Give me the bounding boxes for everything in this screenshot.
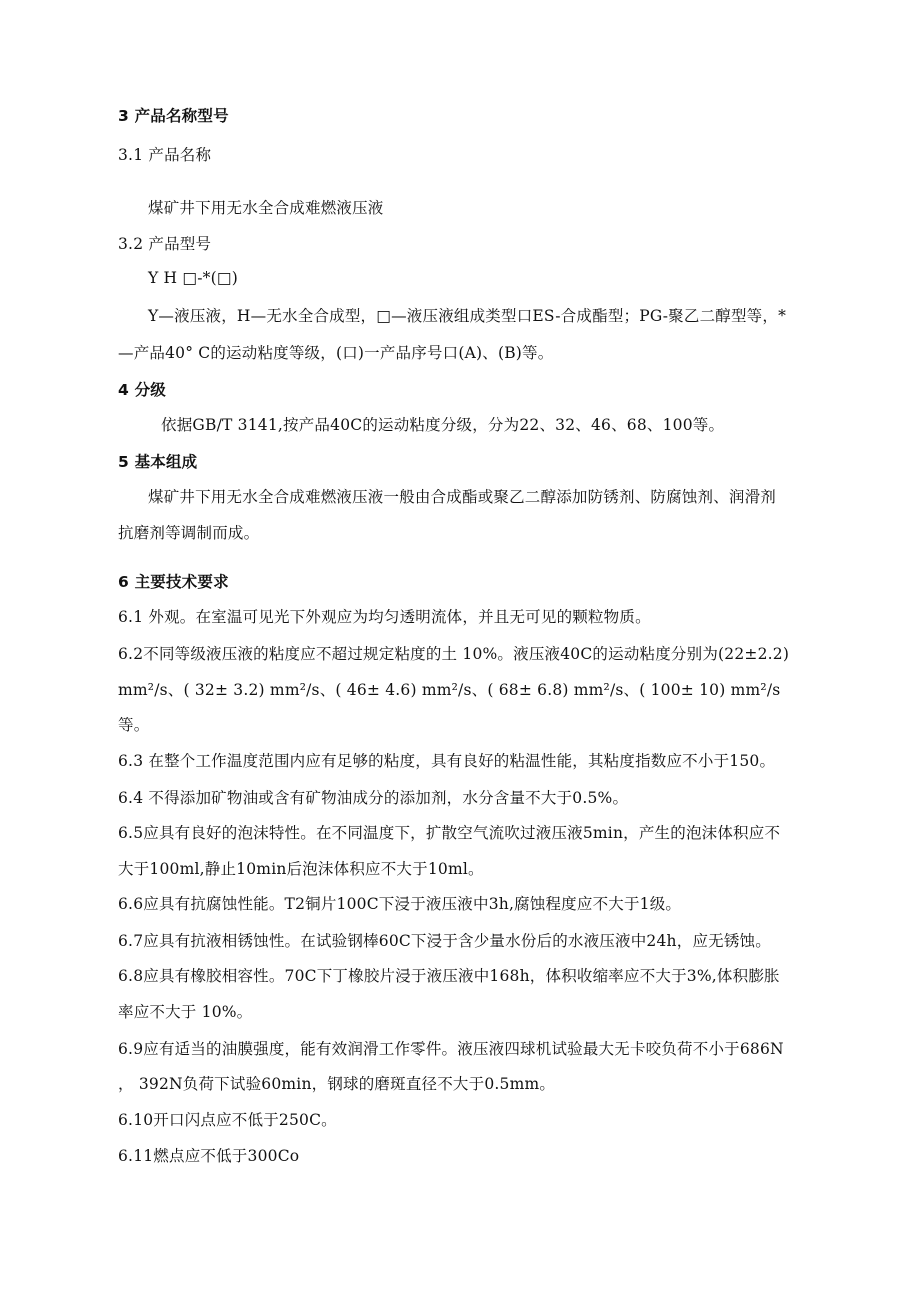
requirement-6-9-line-2: ， 392N负荷下试验60min，钢球的磨斑直径不大于0.5mm。 <box>118 1075 556 1093</box>
requirement-6-2-line-2: mm²/s、( 32± 3.2) mm²/s、( 46± 4.6) mm²/s、( 68± 6.8) mm²/s、( 100± 10) mm²/s <box>118 681 781 699</box>
requirement-6-5-line-2: 大于100ml,静止10min后泡沫体积应不大于10ml。 <box>118 860 484 878</box>
requirement-6-8-line-2: 率应不大于 10%。 <box>118 1003 253 1021</box>
requirement-6-3: 6.3 在整个工作温度范围内应有足够的粘度，具有良好的粘温性能，其粘度指数应不小于150。 <box>118 752 776 770</box>
section-3-heading: 3 产品名称型号 <box>118 107 229 125</box>
model-description-line-1: Y—液压液，H—无水全合成型，□—液压液组成类型口ES-合成酯型；PG-聚乙二醇型等，* <box>148 307 787 325</box>
model-code-text: Y H □-*(□) <box>148 269 238 287</box>
section-3-1-heading: 3.1 产品名称 <box>118 146 212 164</box>
requirement-6-10: 6.10开口闪点应不低于250C。 <box>118 1111 337 1129</box>
model-description-line-2: —产品40° C的运动粘度等级，(口)一产品序号口(A)、(B)等。 <box>118 344 554 362</box>
section-4-text: 依据GB/T 3141,按产品40C的运动粘度分级，分为22、32、46、68、100等。 <box>161 416 725 434</box>
requirement-6-2-line-1: 6.2不同等级液压液的粘度应不超过规定粘度的土 10%。液压液40C的运动粘度分别为(22±2.2) <box>118 645 790 663</box>
requirement-6-9-line-1: 6.9应有适当的油膜强度，能有效润滑工作零件。液压液四球机试验最大无卡咬负荷不小于686N <box>118 1040 784 1058</box>
requirement-6-11: 6.11燃点应不低于300Co <box>118 1147 300 1165</box>
requirement-6-1: 6.1 外观。在室温可见光下外观应为均匀透明流体，并且无可见的颗粒物质。 <box>118 608 651 626</box>
section-6-heading: 6 主要技术要求 <box>118 573 229 591</box>
requirement-6-8-line-1: 6.8应具有橡胶相容性。70C下丁橡胶片浸于液压液中168h，体积收缩率应不大于3%,体积膨胀 <box>118 967 780 985</box>
section-5-text-line-1: 煤矿井下用无水全合成难燃液压液一般由合成酯或聚乙二醇添加防锈剂、防腐蚀剂、润滑剂 <box>148 488 777 506</box>
section-4-heading: 4 分级 <box>118 381 166 399</box>
product-name-text: 煤矿井下用无水全合成难燃液压液 <box>148 199 384 217</box>
requirement-6-2-line-3: 等。 <box>118 716 150 734</box>
section-5-heading: 5 基本组成 <box>118 453 198 471</box>
section-5-text-line-2: 抗磨剂等调制而成。 <box>118 524 260 542</box>
requirement-6-7: 6.7应具有抗液相锈蚀性。在试验钢棒60C下浸于含少量水份后的水液压液中24h，应无锈蚀。 <box>118 932 771 950</box>
requirement-6-6: 6.6应具有抗腐蚀性能。T2铜片100C下浸于液压液中3h,腐蚀程度应不大于1级。 <box>118 895 682 913</box>
requirement-6-4: 6.4 不得添加矿物油或含有矿物油成分的添加剂，水分含量不大于0.5%。 <box>118 789 629 807</box>
section-3-2-heading: 3.2 产品型号 <box>118 235 212 253</box>
requirement-6-5-line-1: 6.5应具有良好的泡沫特性。在不同温度下，扩散空气流吹过液压液5min，产生的泡沫体积应不 <box>118 824 781 842</box>
